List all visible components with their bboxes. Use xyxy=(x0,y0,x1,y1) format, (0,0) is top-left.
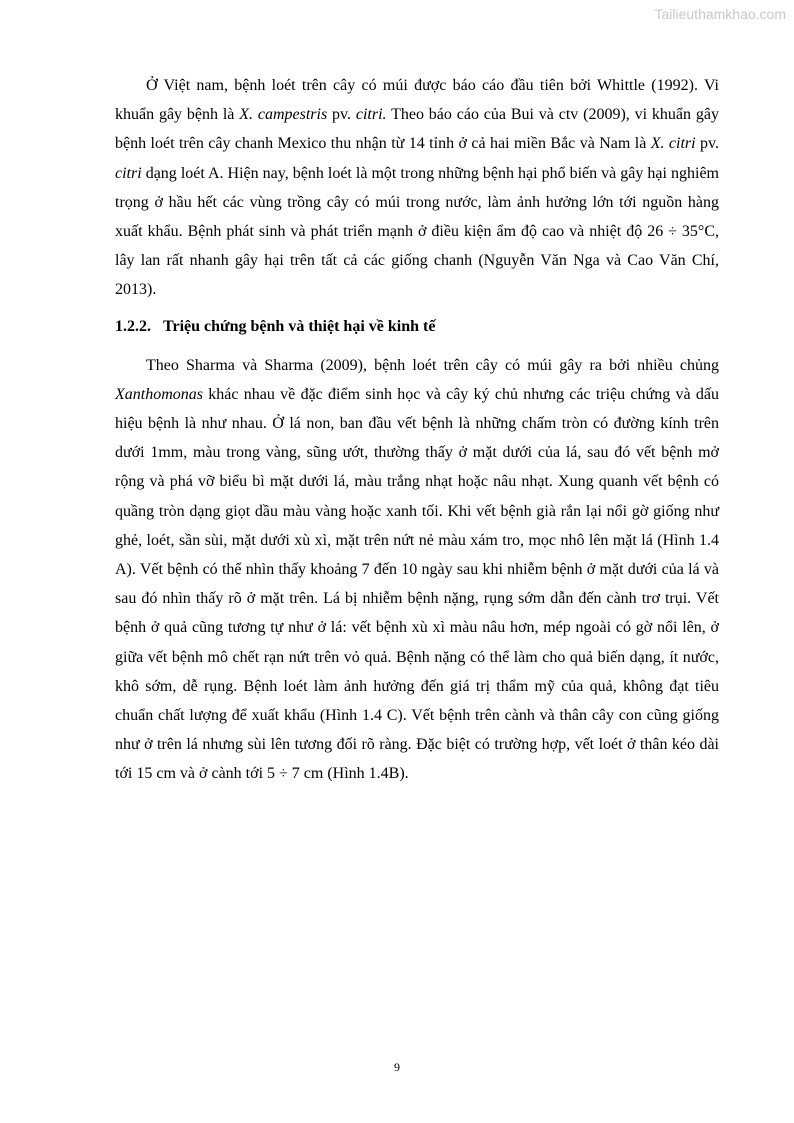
text-run: Theo báo cáo của Bui và ctv (2009), vi khuẩn gây bệnh loét trên cây chanh Mexico thu nhận từ 14 tỉnh ở cả hai miền Bắc và Nam là xyxy=(115,106,719,153)
italic-term: X. citri xyxy=(650,135,696,153)
section-heading xyxy=(115,312,719,341)
italic-term: Xanthomonas xyxy=(115,385,203,403)
page-content xyxy=(115,71,719,789)
section-number: 1.2.2. xyxy=(115,317,151,335)
text-run: dạng loét A. Hiện nay, bệnh loét là một trong những bệnh hại phổ biến và gây hại nghiêm trọng ở hầu hết các vùng trồng cây có múi trong nước, làm ảnh hưởng lớn tới nguồn hàng xuất khẩu. Bệnh phát sinh và phát triển mạnh ở điều kiện ẩm độ cao và nhiệt độ 26 ÷ 35°C, lây lan rất nhanh gây hại trên tất cả các giống chanh (Nguyễn Văn Nga và Cao Văn Chí, 2013). xyxy=(115,164,719,299)
section-title: Triệu chứng bệnh và thiệt hại về kinh tế xyxy=(163,317,436,335)
paragraph-2 xyxy=(115,351,719,789)
text-run: pv. xyxy=(327,106,356,124)
italic-term: X. campestris xyxy=(239,106,328,124)
paragraph-1 xyxy=(115,71,719,305)
page-number: 9 xyxy=(394,1060,400,1074)
text-run: Ở Việt nam, bệnh loét trên cây có múi được báo cáo đầu tiên bởi Whittle (1992). Vi khuẩn gây bệnh là xyxy=(115,77,719,124)
text-run: pv. xyxy=(695,135,719,153)
watermark-text: Tailieuthamkhao.com xyxy=(654,6,786,22)
italic-term: citri xyxy=(115,164,142,182)
text-run: Theo Sharma và Sharma (2009), bệnh loét trên cây có múi gây ra bởi nhiều chủng xyxy=(146,356,719,374)
text-run: khác nhau về đặc điểm sinh học và cây ký chủ nhưng các triệu chứng và dấu hiệu bệnh là như nhau. Ở lá non, ban đầu vết bệnh là những chấm tròn có đường kính trên dưới 1mm, màu trong vàng, sũng ướt, thường thấy ở mặt dưới của lá, sau đó vết bệnh mở rộng và phá vỡ biểu bì mặt dưới lá, màu trắng nhạt hoặc nâu nhạt. Xung quanh vết bệnh có quầng tròn dạng giọt dầu màu vàng hoặc xanh tối. Khi vết bệnh già rắn lại nổi gờ giống như ghẻ, loét, sần sùi, mặt dưới xù xì, mặt trên nứt nẻ màu xám tro, mọc nhô lên mặt lá (Hình 1.4 A). Vết bệnh có thể nhìn thấy khoảng 7 đến 10 ngày sau khi nhiễm bệnh ở mặt dưới của lá và sau đó nhìn thấy rõ ở mặt trên. Lá bị nhiễm bệnh nặng, rụng sớm dẫn đến cành trơ trụi. Vết bệnh ở quả cũng tương tự như ở lá: vết bệnh xù xì màu nâu hơn, mép ngoài có gờ nổi lên, ở giữa vết bệnh mô chết rạn nứt trên vỏ quả. Bệnh nặng có thể làm cho quả biến dạng, ít nước, khô sớm, dễ rụng. Bệnh loét làm ảnh hưởng đến giá trị thẩm mỹ của quả, không đạt tiêu chuẩn chất lượng để xuất khẩu (Hình 1.4 C). Vết bệnh trên cành và thân cây con cũng giống như ở trên lá nhưng sùi lên tương đối rõ ràng. Đặc biệt có trường hợp, vết loét ở thân kéo dài tới 15 cm và ở cành tới 5 ÷ 7 cm (Hình 1.4B). xyxy=(115,385,719,783)
italic-term: citri. xyxy=(355,106,387,124)
